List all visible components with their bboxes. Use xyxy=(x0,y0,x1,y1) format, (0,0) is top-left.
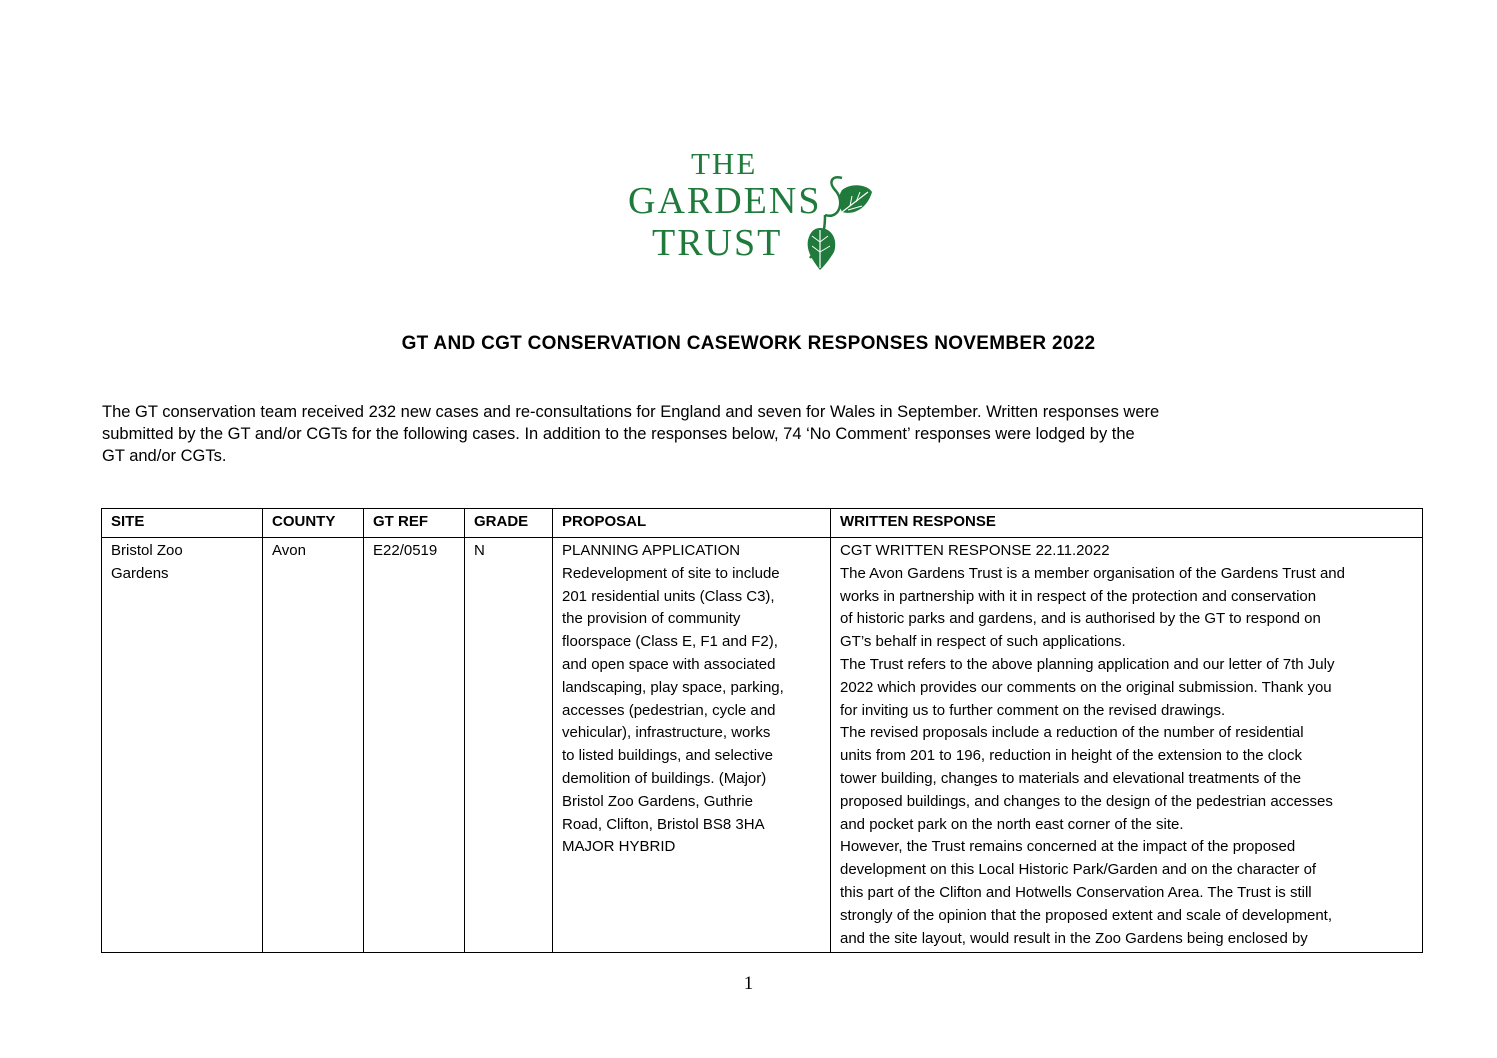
response-line: this part of the Clifton and Hotwells Conservation Area. The Trust is still xyxy=(840,883,1312,901)
site-line: Gardens xyxy=(111,564,169,582)
response-line: of historic parks and gardens, and is authorised by the GT to respond on xyxy=(840,610,1321,628)
response-line: The Trust refers to the above planning application and our letter of 7th July xyxy=(840,655,1335,673)
logo-text-trust: TRUST xyxy=(652,222,783,264)
cell-site xyxy=(102,538,263,953)
cell-proposal xyxy=(553,538,831,953)
response-line: The Avon Gardens Trust is a member organisation of the Gardens Trust and xyxy=(840,564,1345,582)
proposal-line: accesses (pedestrian, cycle and xyxy=(562,701,776,719)
proposal-line: PLANNING APPLICATION xyxy=(562,542,741,559)
proposal-line: demolition of buildings. (Major) xyxy=(562,769,767,787)
logo-text-the: THE xyxy=(691,146,758,181)
table-row xyxy=(102,538,1423,953)
proposal-line: Road, Clifton, Bristol BS8 3HA xyxy=(562,815,765,833)
response-line: However, the Trust remains concerned at the impact of the proposed xyxy=(840,838,1296,856)
proposal-line: landscaping, play space, parking, xyxy=(562,678,784,696)
casework-table xyxy=(101,508,1423,953)
page-number: 1 xyxy=(743,973,754,994)
response-line: 2022 which provides our comments on the original submission. Thank you xyxy=(840,678,1332,696)
response-line: units from 201 to 196, reduction in height of the extension to the clock xyxy=(840,747,1302,765)
cell-grade: N xyxy=(465,538,553,953)
proposal-line: floorspace (Class E, F1 and F2), xyxy=(562,633,778,651)
header-proposal: PROPOSAL xyxy=(553,509,831,538)
intro-paragraph xyxy=(102,401,1422,467)
intro-line: The GT conservation team received 232 new cases and re-consultations for England and seven for Wales in September. Written responses were xyxy=(102,403,1160,421)
response-line: strongly of the opinion that the proposed extent and scale of development, xyxy=(840,906,1332,924)
leaf-icon xyxy=(620,140,890,275)
proposal-line: to listed buildings, and selective xyxy=(562,747,773,765)
proposal-line: vehicular), infrastructure, works xyxy=(562,724,771,742)
response-line: The revised proposals include a reduction of the number of residential xyxy=(840,724,1304,742)
proposal-line: the provision of community xyxy=(562,610,741,628)
cell-gt-ref: E22/0519 xyxy=(364,538,465,953)
response-line: GT’s behalf in respect of such applications. xyxy=(840,633,1126,651)
response-line: development on this Local Historic Park/Garden and on the character of xyxy=(840,861,1317,879)
proposal-line: MAJOR HYBRID xyxy=(562,838,676,856)
response-line: proposed buildings, and changes to the design of the pedestrian accesses xyxy=(840,792,1333,810)
header-county: COUNTY xyxy=(263,509,364,538)
proposal-line: and open space with associated xyxy=(562,655,776,673)
response-line: and pocket park on the north east corner of the site. xyxy=(840,815,1184,833)
proposal-line: 201 residential units (Class C3), xyxy=(562,587,775,605)
proposal-line: Redevelopment of site to include xyxy=(562,564,780,582)
response-line: CGT WRITTEN RESPONSE 22.11.2022 xyxy=(840,542,1110,559)
proposal-line: Bristol Zoo Gardens, Guthrie xyxy=(562,792,753,810)
header-gt-ref: GT REF xyxy=(364,509,465,538)
logo-text-gardens: GARDENS xyxy=(628,180,822,222)
header-grade: GRADE xyxy=(465,509,553,538)
gardens-trust-logo xyxy=(620,140,890,275)
response-line: works in partnership with it in respect of the protection and conservation xyxy=(840,587,1317,605)
intro-line: GT and/or CGTs. xyxy=(102,447,227,465)
response-line: and the site layout, would result in the Zoo Gardens being enclosed by xyxy=(840,929,1308,947)
table-header-row xyxy=(102,509,1423,538)
header-written-response: WRITTEN RESPONSE xyxy=(831,509,1423,538)
cell-written-response xyxy=(831,538,1423,953)
header-site: SITE xyxy=(102,509,263,538)
page-title: GT AND CGT CONSERVATION CASEWORK RESPONSES NOVEMBER 2022 xyxy=(401,333,1096,354)
intro-line: submitted by the GT and/or CGTs for the following cases. In addition to the responses below, 74 ‘No Comment’ responses were lodged by the xyxy=(102,425,1135,443)
cell-county: Avon xyxy=(263,538,364,953)
response-line: tower building, changes to materials and elevational treatments of the xyxy=(840,769,1302,787)
site-line: Bristol Zoo xyxy=(111,542,183,559)
response-line: for inviting us to further comment on the revised drawings. xyxy=(840,701,1226,719)
